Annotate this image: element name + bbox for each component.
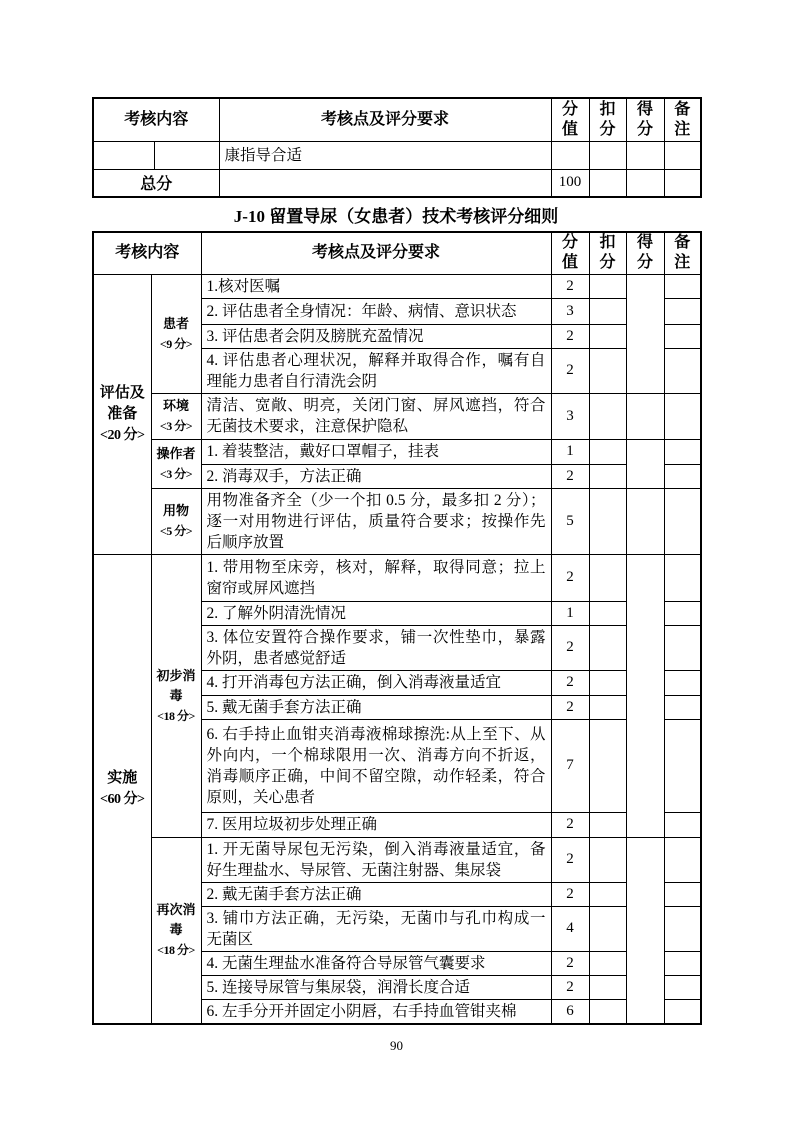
total-points-cell [219,169,551,197]
score-cell: 2 [551,670,589,695]
remark-cell [664,975,701,999]
gained-cell [626,488,664,554]
remark-cell [664,274,701,298]
deduction-cell [589,324,626,348]
deduction-cell [589,882,626,906]
gained-cell [626,439,664,488]
table-header-row [93,232,701,274]
item-text: 2. 评估患者全身情况：年龄、病情、意识状态 [201,298,551,324]
item-text: 4. 评估患者心理状况，解释并取得合作，嘱有自理能力患者自行清洗会阴 [201,348,551,393]
deduction-cell [589,141,626,169]
deduction-cell [589,906,626,951]
remark-cell [664,625,701,670]
header-remark-label: 备注 [674,234,691,272]
header-deduction-label: 扣分 [599,234,616,272]
remark-cell [664,999,701,1024]
score-cell: 2 [551,951,589,975]
gained-cell [626,837,664,1024]
group-score-label: <20 分> [100,427,145,443]
page-number: 90 [390,1038,403,1053]
subgroup-label-second-disinfection [151,837,201,1024]
table-row [93,393,701,439]
header-cell-points: 考核点及评分要求 [219,98,551,141]
deduction-cell [589,670,626,695]
subgroup-score-label: <18 分> [157,943,195,958]
gained-cell [626,141,664,169]
subgroup-label-text: 初步消毒 [156,667,196,703]
score-cell: 2 [551,324,589,348]
deduction-cell [589,719,626,812]
table-header-row [93,98,701,141]
remark-cell [664,488,701,554]
document-body [92,97,700,1025]
header-cell-remark [664,98,701,141]
subgroup-label-text: 再次消毒 [156,902,196,938]
group-label-implementation [93,554,151,1024]
continuation-table [92,97,702,198]
item-text: 1.核对医嘱 [201,274,551,298]
header-cell-score [551,232,589,274]
item-text: 1. 开无菌导尿包无污染，倒入消毒液量适宜，备好生理盐水、导尿管、无菌注射器、集尿袋 [201,837,551,882]
remark-cell [664,719,701,812]
deduction-cell [589,951,626,975]
subgroup-label-operator [151,439,201,488]
score-cell: 2 [551,882,589,906]
header-gained-label: 得分 [637,100,654,138]
item-text: 用物准备齐全（少一个扣 0.5 分，最多扣 2 分）；逐一对用物进行评估，质量符合要求；按操作先后顺序放置 [201,488,551,554]
group-label-text: 评估及准备 [99,384,145,422]
remark-cell [664,324,701,348]
remark-cell [664,439,701,464]
score-cell: 3 [551,393,589,439]
header-score-label: 分值 [562,234,579,272]
score-cell: 6 [551,999,589,1024]
deduction-cell [589,274,626,298]
subgroup-label-initial-disinfection [151,554,201,837]
score-cell: 2 [551,348,589,393]
remark-cell [664,951,701,975]
score-cell: 4 [551,906,589,951]
total-row [93,169,701,197]
item-text: 6. 右手持止血钳夹消毒液棉球擦洗:从上至下、从外向内，一个棉球限用一次、消毒方向不折返，消毒顺序正确，中间不留空隙，动作轻柔，符合原则，关心患者 [201,719,551,812]
header-cell-remark [664,232,701,274]
section-title: J-10 留置导尿（女患者）技术考核评分细则 [233,207,559,226]
gained-cell [626,274,664,393]
item-text: 3. 体位安置符合操作要求，铺一次性垫巾，暴露外阴，患者感觉舒适 [201,625,551,670]
remark-cell [664,812,701,837]
header-cell-score [551,98,589,141]
subgroup-label-text: 操作者 [156,445,196,461]
score-cell: 3 [551,298,589,324]
score-cell: 2 [551,812,589,837]
group-label-text: 实施 [107,769,138,786]
item-text: 2. 了解外阴清洗情况 [201,601,551,625]
remark-cell [664,695,701,719]
item-text: 康指导合适 [219,141,551,169]
score-cell [551,141,589,169]
deduction-cell [589,348,626,393]
header-cell-deduction [589,232,626,274]
deduction-cell [589,975,626,999]
item-text: 7. 医用垃圾初步处理正确 [201,812,551,837]
subgroup-label-environment [151,393,201,439]
table-row [93,439,701,464]
score-cell: 2 [551,975,589,999]
deduction-cell [589,695,626,719]
deduction-cell [589,169,626,197]
subgroup-label-supplies [151,488,201,554]
remark-cell [664,169,701,197]
total-score-cell: 100 [551,169,589,197]
item-text: 5. 戴无菌手套方法正确 [201,695,551,719]
table-row [93,141,701,169]
header-cell-gained [626,98,664,141]
item-text: 2. 消毒双手，方法正确 [201,464,551,488]
subgroup-score-label: <3 分> [159,466,193,481]
subgroup-score-label: <18 分> [157,708,195,723]
item-text: 清洁、宽敞、明亮，关闭门窗、屏风遮挡，符合无菌技术要求，注意保护隐私 [201,393,551,439]
item-text: 6. 左手分开并固定小阴唇，右手持血管钳夹棉 [201,999,551,1024]
remark-cell [664,670,701,695]
subgroup-label-text: 用物 [163,503,190,518]
remark-cell [664,906,701,951]
remark-cell [664,464,701,488]
deduction-cell [589,999,626,1024]
item-text: 2. 戴无菌手套方法正确 [201,882,551,906]
score-cell: 5 [551,488,589,554]
header-cell-content: 考核内容 [93,98,219,141]
item-text: 5. 连接导尿管与集尿袋，润滑长度合适 [201,975,551,999]
total-label: 总分 [93,169,219,197]
subgroup-score-label: <5 分> [159,524,193,538]
header-gained-label: 得分 [637,234,654,272]
header-cell-gained [626,232,664,274]
score-cell: 1 [551,601,589,625]
deduction-cell [589,837,626,882]
empty-group-cell [93,141,154,169]
item-text: 4. 打开消毒包方法正确，倒入消毒液量适宜 [201,670,551,695]
deduction-cell [589,464,626,488]
header-deduction-label: 扣分 [599,100,616,138]
header-cell-points: 考核点及评分要求 [201,232,551,274]
item-text: 1. 带用物至床旁，核对，解释，取得同意；拉上窗帘或屏风遮挡 [201,554,551,601]
score-cell: 1 [551,439,589,464]
header-cell-content: 考核内容 [93,232,201,274]
empty-subgroup-cell [154,141,219,169]
remark-cell [664,393,701,439]
gained-cell [626,169,664,197]
header-score-label: 分值 [562,100,579,138]
remark-cell [664,882,701,906]
header-remark-label: 备注 [674,100,691,138]
deduction-cell [589,812,626,837]
remark-cell [664,298,701,324]
score-cell: 2 [551,837,589,882]
remark-cell [664,837,701,882]
group-label-assessment-prep [93,274,151,554]
score-cell: 2 [551,695,589,719]
score-cell: 2 [551,464,589,488]
table-row [93,488,701,554]
subgroup-label-text: 环境 [163,398,190,413]
subgroup-score-label: <9 分> [159,336,193,351]
gained-cell [626,393,664,439]
deduction-cell [589,393,626,439]
deduction-cell [589,601,626,625]
item-text: 3. 铺巾方法正确，无污染，无菌巾与孔巾构成一无菌区 [201,906,551,951]
table-row [93,837,701,882]
deduction-cell [589,625,626,670]
remark-cell [664,141,701,169]
score-cell: 2 [551,554,589,601]
deduction-cell [589,554,626,601]
gained-cell [626,554,664,837]
item-text: 4. 无菌生理盐水准备符合导尿管气囊要求 [201,951,551,975]
score-cell: 7 [551,719,589,812]
remark-cell [664,554,701,601]
item-text: 3. 评估患者会阴及膀胱充盈情况 [201,324,551,348]
score-cell: 2 [551,625,589,670]
table-row [93,554,701,601]
deduction-cell [589,439,626,464]
item-text: 1. 着装整洁，戴好口罩帽子，挂表 [201,439,551,464]
subgroup-label-text: 患者 [163,315,190,331]
subgroup-label-patient [151,274,201,393]
subgroup-score-label: <3 分> [159,419,193,433]
deduction-cell [589,298,626,324]
remark-cell [664,601,701,625]
deduction-cell [589,488,626,554]
header-cell-deduction [589,98,626,141]
score-cell: 2 [551,274,589,298]
group-score-label: <60 分> [100,791,145,807]
remark-cell [664,348,701,393]
table-row [93,274,701,298]
main-score-table [92,231,702,1025]
